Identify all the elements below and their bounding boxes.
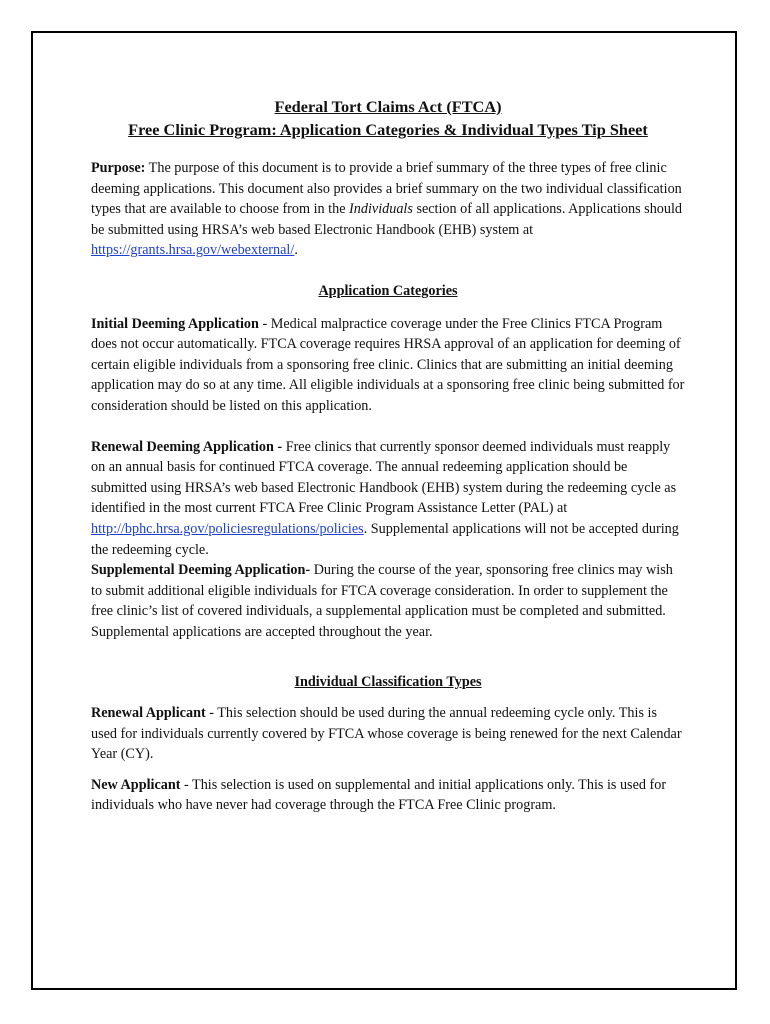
renewal-deeming-label: Renewal Deeming Application - [91, 438, 283, 455]
individual-types-heading: Individual Classification Types [294, 674, 482, 691]
initial-deeming-paragraph [91, 314, 685, 417]
document-body [91, 95, 685, 816]
document-subtitle: Free Clinic Program: Application Categories & Individual Types Tip Sheet [128, 120, 648, 139]
purpose-paragraph [91, 158, 685, 261]
policies-link[interactable]: http://bphc.hrsa.gov/policiesregulations/policies [91, 520, 364, 537]
supplemental-deeming-label: Supplemental Deeming Application- [91, 562, 311, 579]
purpose-end: . [294, 242, 298, 259]
supplemental-deeming-paragraph [91, 560, 685, 642]
supplemental-deeming-text: During the course of the year, sponsoring free clinics may wish to submit additional eligible individuals for FTCA coverage consideration. In order to supplement the free clinic’s list of covered individuals, a supplemental application must be completed and submitted. Supplemental applications are accepted throughout the year. [91, 562, 673, 640]
initial-deeming-text: - Medical malpractice coverage under the Free Clinics FTCA Program does not occur automatically. FTCA coverage requires HRSA approval of an application for deeming of certain eligible individuals from a sponsoring free clinic. Clinics that are submitting an initial deeming application may do so at any time. All eligible individuals at a sponsoring free clinic being submitted for consideration should be listed on this application. [91, 315, 685, 414]
purpose-italic-word: Individuals [349, 201, 413, 218]
renewal-applicant-text: - This selection should be used during the annual redeeming cycle only. This is used for individuals currently covered by FTCA whose coverage is being renewed for the next Calendar Year (CY). [91, 705, 682, 763]
purpose-text-1: The purpose of this document is to provide a brief summary of the three types of free clinic deeming applications. This document also provides a brief summary on the two individual classification types that are available to choose from in the [91, 160, 682, 218]
purpose-label: Purpose: [91, 160, 146, 176]
application-categories-heading: Application Categories [318, 282, 458, 299]
grants-link[interactable]: https://grants.hrsa.gov/webexternal/ [91, 242, 295, 259]
new-applicant-label: New Applicant [91, 776, 181, 793]
initial-deeming-label: Initial Deeming Application [91, 315, 259, 332]
new-applicant-text: - This selection is used on supplemental and initial applications only. This is used for individuals who have never had coverage through the FTCA Free Clinic program. [91, 776, 667, 814]
renewal-deeming-paragraph [91, 437, 685, 561]
renewal-deeming-text-2: . Supplemental applications will not be accepted during the redeeming cycle. [91, 520, 679, 558]
renewal-applicant-paragraph [91, 703, 685, 765]
document-title: Federal Tort Claims Act (FTCA) [274, 97, 502, 116]
renewal-deeming-text-1: Free clinics that currently sponsor deemed individuals must reapply on an annual basis for continued FTCA coverage. The annual redeeming application should be submitted using HRSA’s web based Electronic Handbook (EHB) system during the redeeming cycle as identified in the most current FTCA Free Clinic Program Assistance Letter (PAL) at [91, 438, 677, 517]
renewal-applicant-label: Renewal Applicant [91, 705, 206, 722]
new-applicant-paragraph [91, 775, 685, 816]
purpose-text-2: section of all applications. Applications should be submitted using HRSA’s web based Electronic Handbook (EHB) system at [91, 201, 683, 238]
